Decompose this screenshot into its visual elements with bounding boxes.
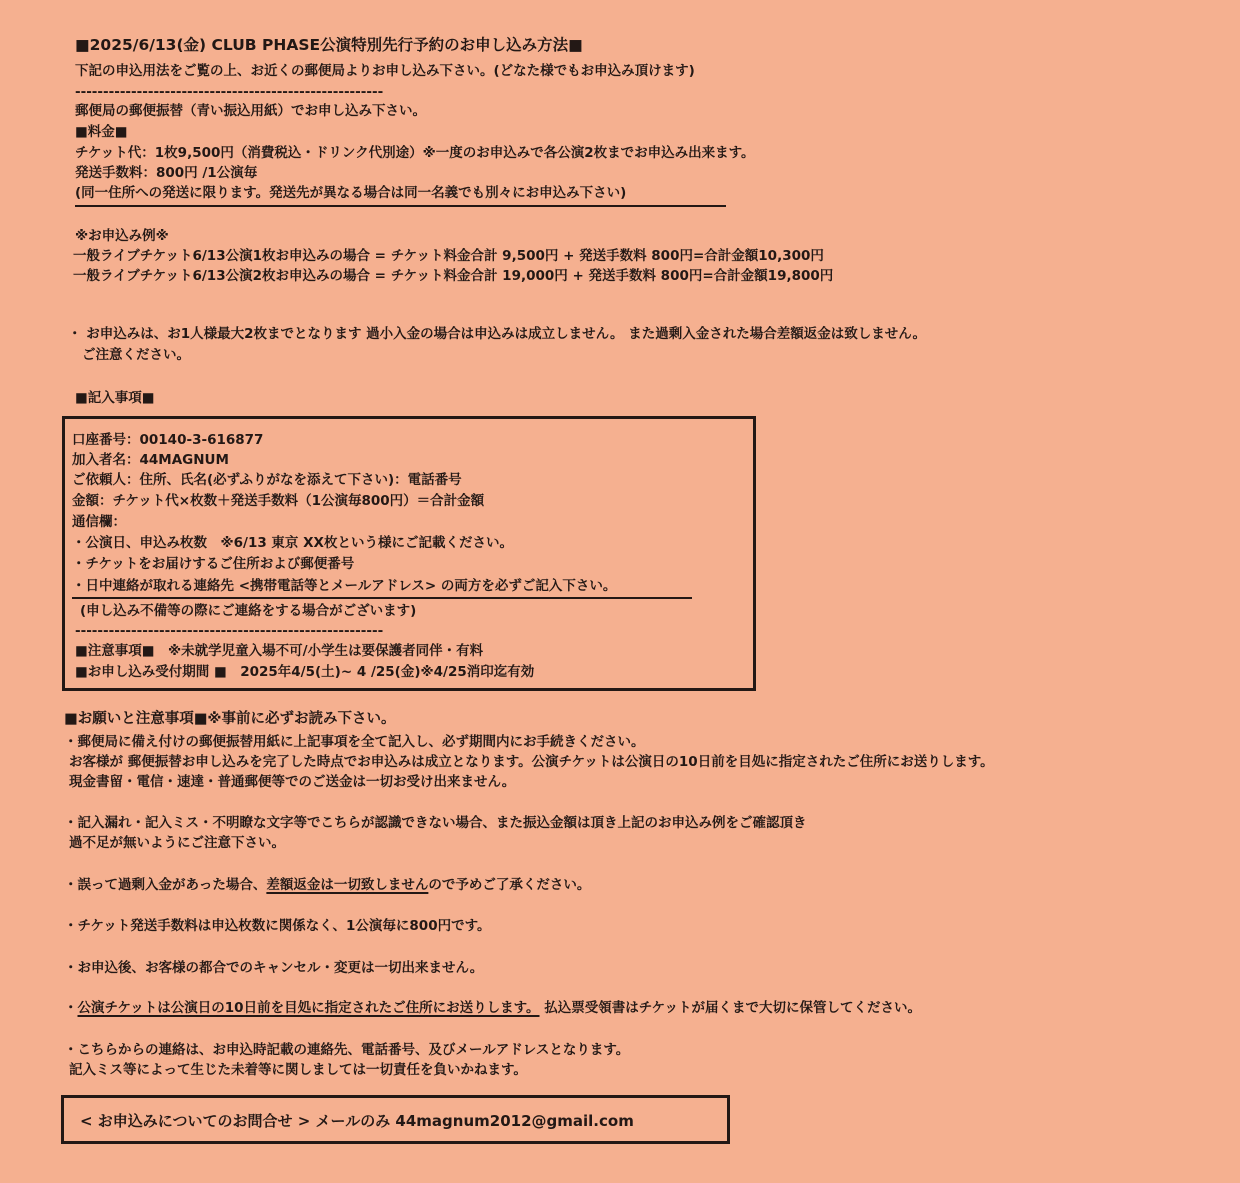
example-line: 一般ライブチケット6/13公演1枚お申込みの場合 = チケット料金合計 9,500円 + 発送手数料 800円=合計金額10,300円 <box>73 248 824 264</box>
example-line: 一般ライブチケット6/13公演2枚お申込みの場合 = チケット料金合計 19,000円 + 発送手数料 800円=合計金額19,800円 <box>73 268 834 284</box>
note-text: ・誤って過剰入金があった場合、 <box>64 877 267 893</box>
examples-heading: ※お申込み例※ <box>75 228 169 244</box>
shipping-note: (同一住所への発送に限ります。発送先が異なる場合は同一名義でも別々にお申込み下さい) <box>75 185 627 201</box>
note-text-underlined: 公演チケットは公演日の10日前を目処に指定されたご住所にお送りします。 <box>77 1000 540 1016</box>
note-line: ・お申込後、お客様の都合でのキャンセル・変更は一切出来ません。 <box>64 960 484 976</box>
note-line: ・こちらからの連絡は、お申込時記載の連絡先、電話番号、及びメールアドレスとなります。 <box>64 1042 630 1058</box>
note-line: 過不足が無いようにご注意下さい。 <box>69 835 285 851</box>
ticket-price-text: チケット代：1枚9,500円（消費税込・ドリンク代別途）※一度のお申込みで各公演2枚までお申込み出来ます。 <box>75 145 755 161</box>
note-text: 払込票受領書はチケットが届くまで大切に保管してください。 <box>539 1000 921 1016</box>
note-line: お客様が 郵便振替お申し込みを完了した時点でお申込みは成立となります。公演チケットは公演日の10日前を目処に指定されたご住所にお送りします。 <box>69 754 994 770</box>
note-text: ので予めご了承ください。 <box>428 877 591 893</box>
comm-item: ・チケットをお届けするご住所および郵便番号 <box>72 556 355 572</box>
comm-item-note: (申し込み不備等の際にご連絡をする場合がございます) <box>80 603 417 619</box>
caution-text: ■注意事項■ ※未就学児童入場不可/小学生は要保護者同伴・有料 <box>75 643 484 659</box>
page-title: ■2025/6/13(金) CLUB PHASE公演特別先行予約のお申し込み方法■ <box>75 36 583 54</box>
account-name: 加入者名：44MAGNUM <box>72 452 229 468</box>
account-number: 口座番号：00140-3-616877 <box>72 432 264 448</box>
notes-heading: ■お願いと注意事項■※事前に必ずお読み下さい。 <box>64 711 396 727</box>
limit-notice-cont: ご注意ください。 <box>82 347 190 363</box>
shipping-note-underline <box>75 205 726 207</box>
payment-method-text: 郵便局の郵便振替（青い振込用紙）でお申し込み下さい。 <box>75 103 426 119</box>
comm-label: 通信欄： <box>72 514 126 530</box>
note-line: ・記入漏れ・記入ミス・不明瞭な文字等でこちらが認識できない場合、また振込金額は頂き上記のお申込み例をご確認頂き <box>64 815 807 831</box>
shipping-fee-text: 発送手数料：800円 /1公演毎 <box>75 165 258 181</box>
divider: ------------------------------------------------------- <box>75 623 384 639</box>
note-line: ・郵便局に備え付けの郵便振替用紙に上記事項を全て記入し、必ず期間内にお手続きください。 <box>64 734 645 750</box>
note-line <box>64 877 590 894</box>
fees-heading: ■料金■ <box>75 124 128 140</box>
contact-text: < お申込みについてのお問合せ > メールのみ 44magnum2012@gmail.com <box>80 1112 634 1130</box>
note-text-underlined: 差額返金は一切致しません <box>266 877 429 893</box>
note-line <box>64 1000 921 1017</box>
requester-info: ご依頼人：住所、氏名(必ずふりがなを添えて下さい)：電話番号 <box>72 472 462 488</box>
amount-info: 金額：チケット代×枚数＋発送手数料（1公演毎800円）＝合計金額 <box>72 493 485 509</box>
limit-notice: ・ お申込みは、お1人様最大2枚までとなります 過小入金の場合は申込みは成立しません。 また過剰入金された場合差額返金は致しません。 <box>68 326 927 342</box>
note-line: 現金書留・電信・速達・普通郵便等でのご送金は一切お受け出来ません。 <box>69 774 516 790</box>
period-text: ■お申し込み受付期間 ■ 2025年4/5(土)~ 4 /25(金)※4/25消印迄有効 <box>75 664 535 680</box>
entry-heading: ■記入事項■ <box>75 390 155 406</box>
intro-text: 下記の申込用法をご覧の上、お近くの郵便局よりお申し込み下さい。(どなた様でもお申込み頂けます) <box>75 63 695 79</box>
divider: ------------------------------------------------------- <box>75 84 384 100</box>
note-line: 記入ミス等によって生じた未着等に関しましては一切責任を負いかねます。 <box>69 1062 527 1078</box>
note-line: ・チケット発送手数料は申込枚数に関係なく、1公演毎に800円です。 <box>64 918 491 934</box>
note-text: ・ <box>64 1000 78 1016</box>
comm-item: ・日中連絡が取れる連絡先 <携帯電話等とメールアドレス> の両方を必ずご記入下さい。 <box>72 578 617 594</box>
comm-item-underline <box>72 597 692 599</box>
comm-item: ・公演日、申込み枚数 ※6/13 東京 XX枚という様にご記載ください。 <box>72 535 513 551</box>
